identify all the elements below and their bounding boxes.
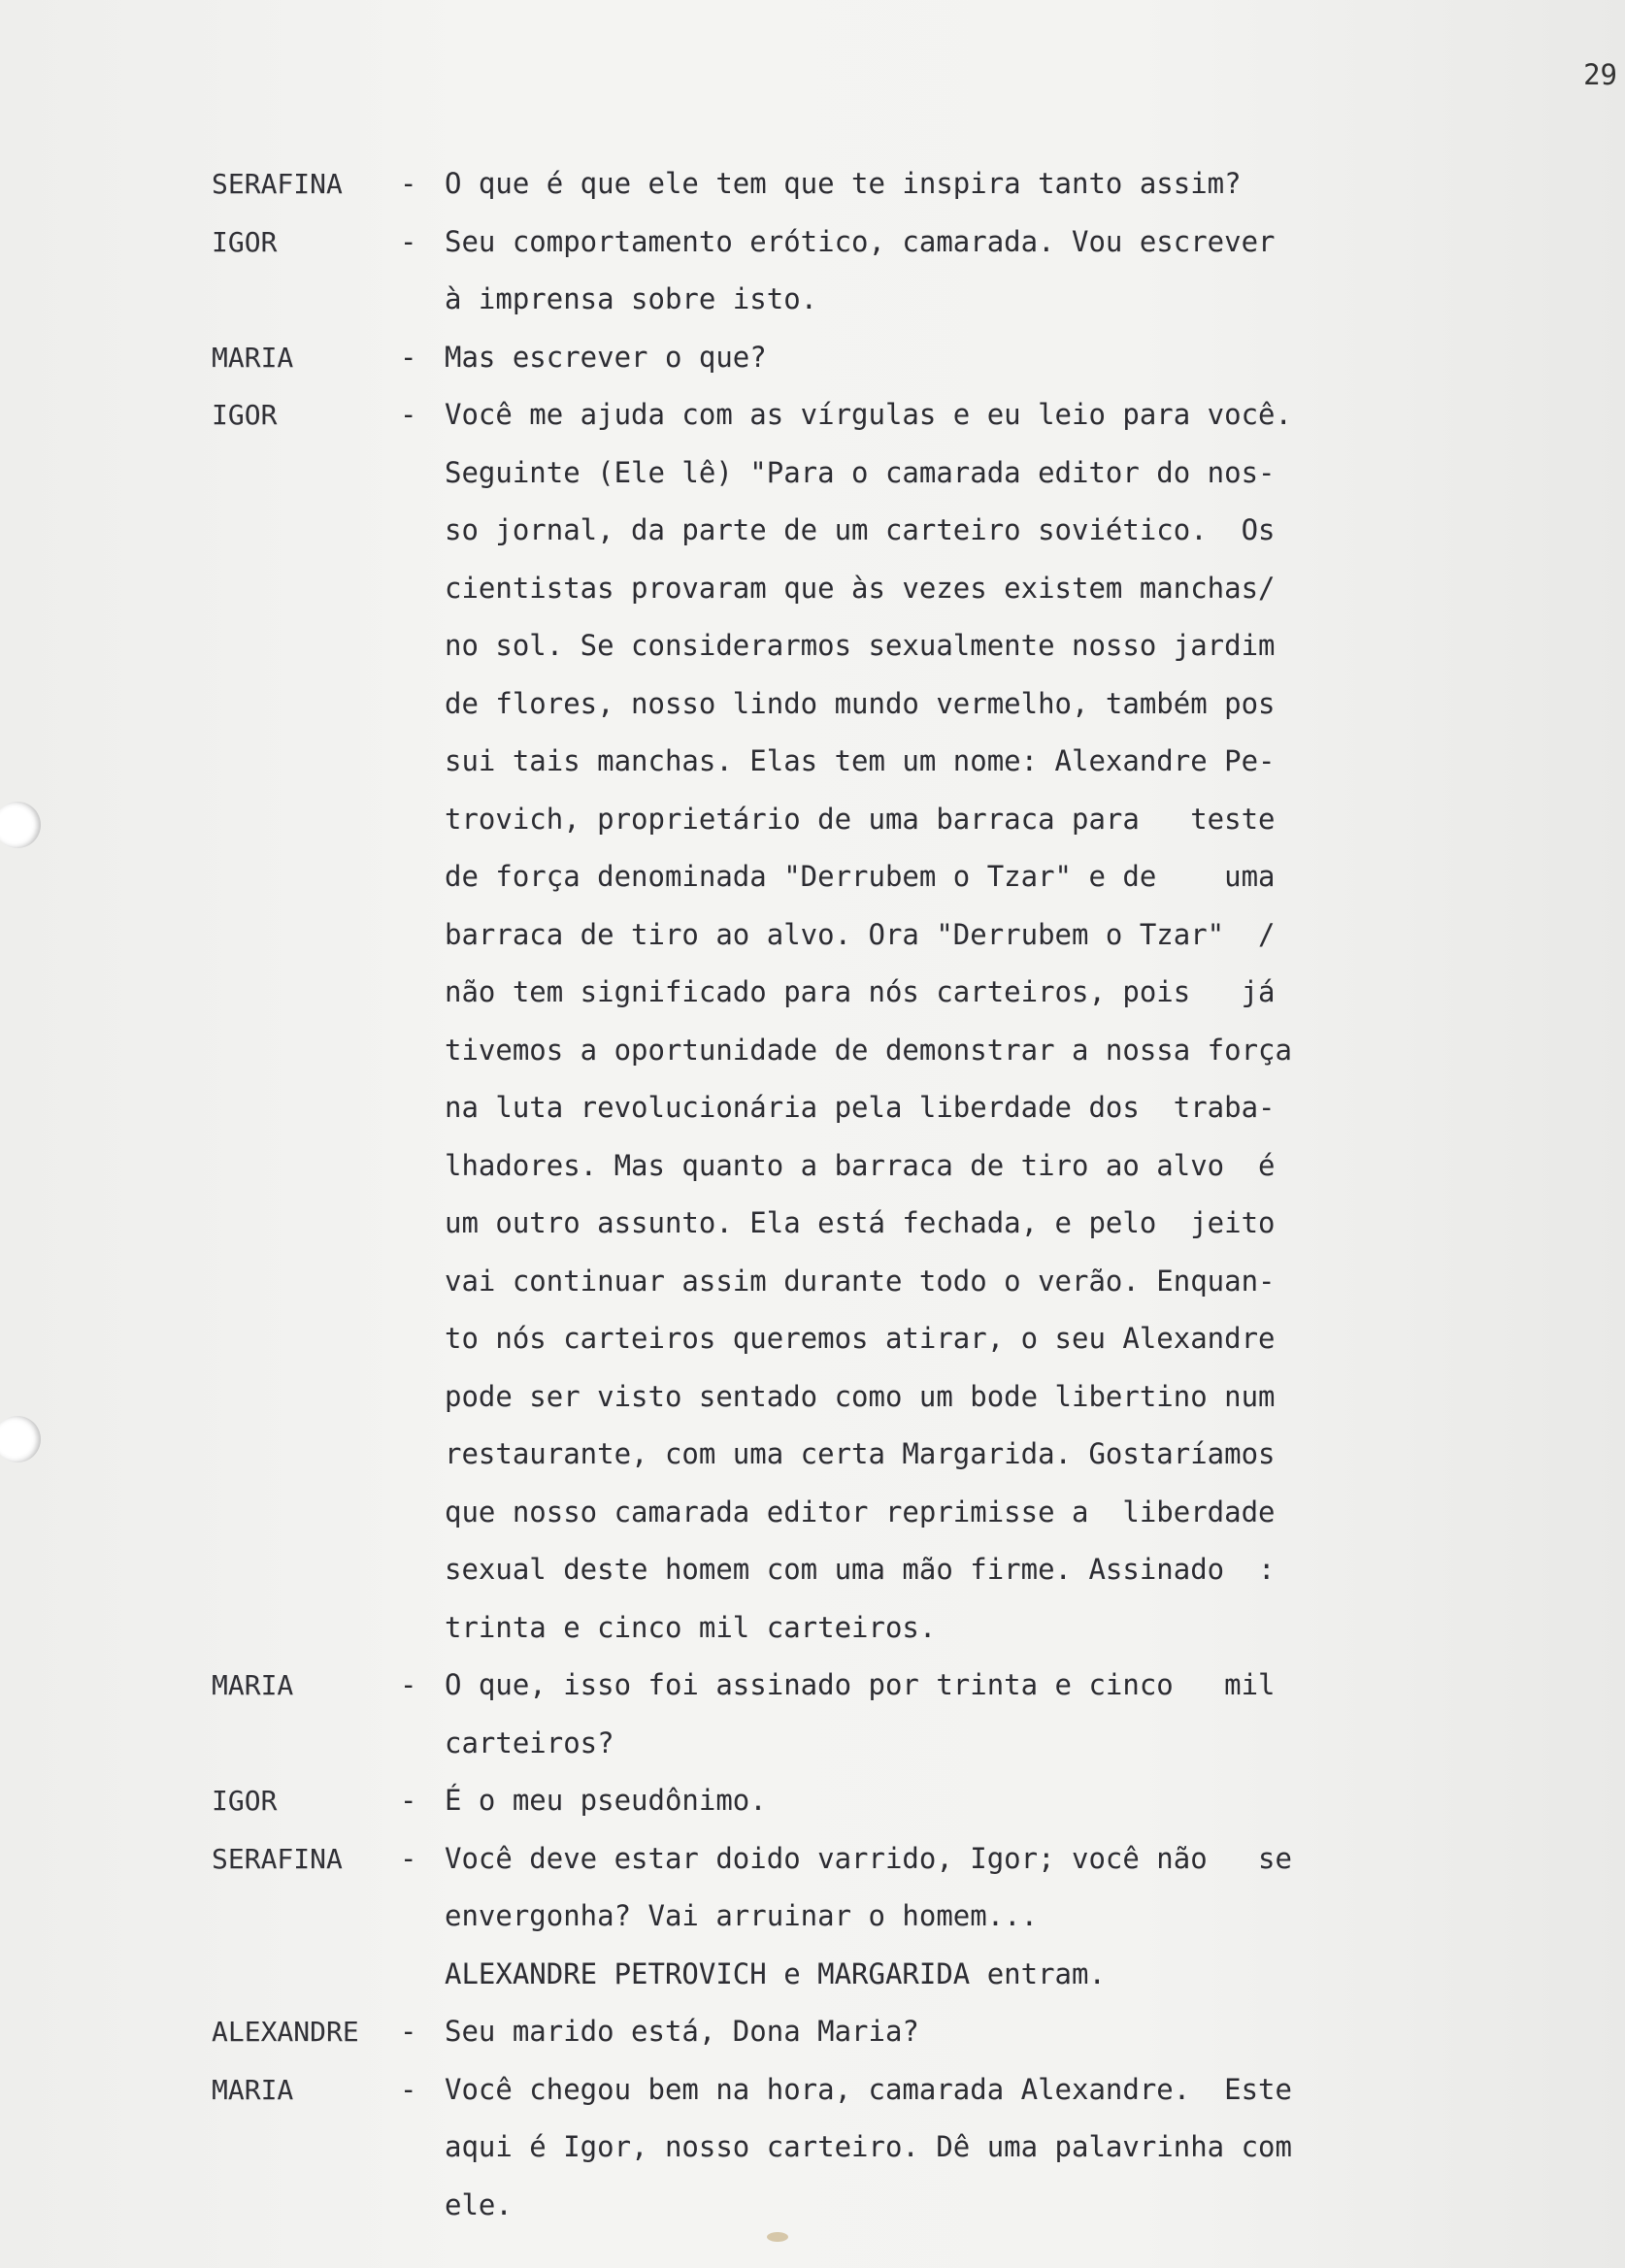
speaker-name: ALEXANDRE [212,2016,359,2048]
speaker-name: IGOR [212,225,278,258]
speech-entry [212,214,1474,329]
speech-text [445,2061,1454,2235]
speech-line: sui tais manchas. Elas tem um nome: Alexandre Pe- [445,744,1276,777]
speech-line: no sol. Se considerarmos sexualmente nosso jardim [445,629,1276,662]
dialogue-dash: - [400,1841,417,1875]
speech-line: não tem significado para nós carteiros, pois já [445,975,1276,1008]
speech-line: de força denominada "Derrubem o Tzar" e de uma [445,860,1276,893]
dialogue-block [212,2003,1474,2234]
dialogue-block [212,155,1474,1946]
speech-text [445,155,1454,214]
speaker-name: MARIA [212,2073,294,2106]
speech-entry [212,1657,1474,1772]
speech-entry [212,1830,1474,1946]
speech-line: lhadores. Mas quanto a barraca de tiro ao alvo é [445,1148,1276,1182]
speech-text [445,386,1454,1657]
speech-line: Mas escrever o que? [445,340,767,374]
stage-direction: ALEXANDRE PETROVICH e MARGARIDA entram. [445,1956,1106,1990]
speech-line: um outro assunto. Ela está fechada, e pelo jeito [445,1206,1276,1239]
speech-line: Seu marido está, Dona Maria? [445,2015,919,2048]
punch-hole [0,802,41,848]
speaker-name: MARIA [212,1669,294,1701]
speech-line: to nós carteiros queremos atirar, o seu Alexandre [445,1322,1276,1355]
dialogue-dash: - [400,2015,417,2048]
punch-hole [0,1416,41,1463]
speech-line: cientistas provaram que às vezes existem manchas/ [445,571,1276,605]
speech-text [445,1830,1454,1946]
speech-line: trovich, proprietário de uma barraca para teste [445,802,1276,836]
speech-line: que nosso camarada editor reprimisse a liberdade [445,1495,1276,1528]
dialogue-dash: - [400,340,417,374]
speaker-name: IGOR [212,1785,278,1817]
speech-line: barraca de tiro ao alvo. Ora "Derrubem o Tzar" / [445,917,1276,951]
paper-smudge [767,2232,788,2242]
dialogue-dash: - [400,1668,417,1701]
speech-line: envergonha? Vai arruinar o homem... [445,1899,1039,1932]
speech-line: vai continuar assim durante todo o verão. Enquan- [445,1264,1276,1298]
speech-line: na luta revolucionária pela liberdade dos traba- [445,1091,1276,1124]
speech-entry [212,155,1474,214]
speech-text [445,329,1454,387]
speech-entry [212,2061,1474,2235]
speaker-name: MARIA [212,341,294,374]
speech-entry [212,2003,1474,2061]
dialogue-dash: - [400,1784,417,1817]
speech-line: Seu comportamento erótico, camarada. Vou escrever [445,224,1276,258]
dialogue-dash: - [400,2072,417,2106]
page-number: 29 [1583,58,1617,91]
speech-line: trinta e cinco mil carteiros. [445,1610,937,1644]
script-body [212,155,1474,2234]
speech-entry [212,1772,1474,1830]
speech-text [445,214,1454,329]
speech-line: sexual deste homem com uma mão firme. Assinado : [445,1553,1276,1586]
speaker-name: SERAFINA [212,168,343,200]
speech-text [445,1657,1454,1772]
speaker-name: SERAFINA [212,1842,343,1875]
speech-text [445,1772,1454,1830]
speech-entry [212,329,1474,387]
speech-line: Você me ajuda com as vírgulas e eu leio para você. [445,398,1292,431]
speaker-name: IGOR [212,399,278,431]
speech-line: tivemos a oportunidade de demonstrar a nossa força [445,1033,1292,1067]
speech-text [445,2003,1454,2061]
dialogue-dash: - [400,167,417,200]
speech-line: pode ser visto sentado como um bode libertino num [445,1379,1276,1413]
dialogue-dash: - [400,398,417,431]
speech-line: aqui é Igor, nosso carteiro. Dê uma palavrinha com [445,2130,1292,2163]
speech-line: O que, isso foi assinado por trinta e cinco mil [445,1668,1276,1701]
speech-line: ele. [445,2187,513,2221]
speech-line: É o meu pseudônimo. [445,1784,767,1817]
speech-line: so jornal, da parte de um carteiro soviético. Os [445,513,1276,546]
speech-entry [212,386,1474,1657]
speech-line: O que é que ele tem que te inspira tanto assim? [445,167,1242,200]
speech-line: de flores, nosso lindo mundo vermelho, também pos [445,686,1276,720]
speech-line: Você deve estar doido varrido, Igor; você não se [445,1841,1292,1875]
speech-line: carteiros? [445,1726,614,1759]
speech-line: à imprensa sobre isto. [445,282,818,315]
speech-line: Seguinte (Ele lê) "Para o camarada editor do nos- [445,455,1276,489]
dialogue-dash: - [400,224,417,258]
speech-line: Você chegou bem na hora, camarada Alexandre. Este [445,2072,1292,2106]
speech-line: restaurante, com uma certa Margarida. Gostaríamos [445,1437,1276,1470]
